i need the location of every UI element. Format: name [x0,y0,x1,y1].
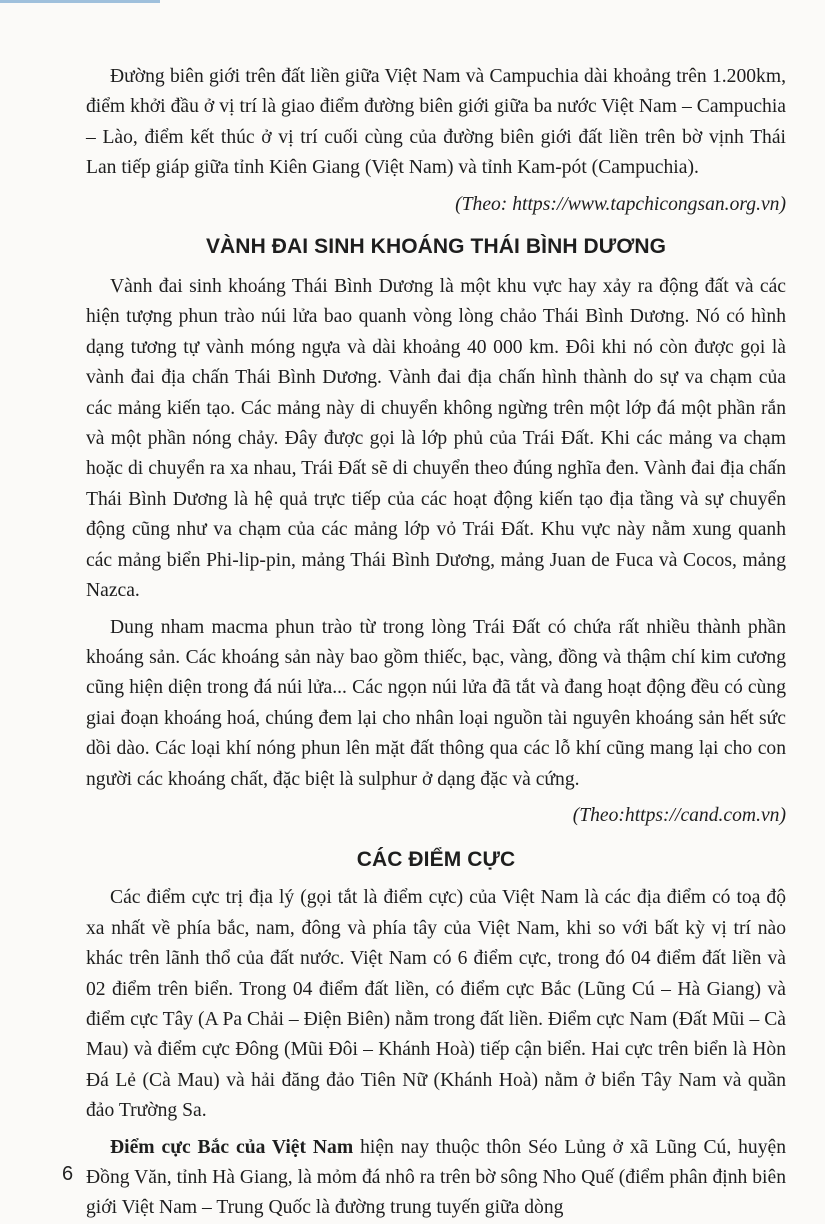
page-content [86,62,786,1224]
section-heading-extreme-points: CÁC ĐIỂM CỰC [356,848,516,872]
northernmost-point-text: hiện nay thuộc thôn Séo Lủng ở xã Lũng Cú, huyện Đồng Văn, tỉnh Hà Giang, là mỏm đá nhô ra trên bờ sông Nho Quế (điểm phân định biên giới Việt Nam – Trung Quốc là đường trung tuyến giữa dòng [86,1136,786,1219]
extreme-points-paragraph-2 [86,1133,786,1224]
extreme-points-paragraph-1: Các điểm cực trị địa lý (gọi tắt là điểm cực) của Việt Nam là các địa điểm có toạ độ xa nhất về phía bắc, nam, đông và phía tây của Việt Nam, khi so với bất kỳ vị trí nào khác trên lãnh thổ của đất nước. Việt Nam có 6 điểm cực, trong đó 04 điểm đất liền và 02 điểm trên biển. Trong 04 điểm đất liền, có điểm cực Bắc (Lũng Cú – Hà Giang) và điểm cực Tây (A Pa Chải – Điện Biên) nằm trong đất liền. Điểm cực Nam (Đất Mũi – Cà Mau) và điểm cực Đông (Mũi Đôi – Khánh Hoà) tiếp cận biển. Hai cực trên biển là Hòn Đá Lẻ (Cà Mau) và hải đăng đảo Tiên Nữ (Khánh Hoà) nằm ở biển Tây Nam và quần đảo Trường Sa. [86,887,786,1122]
ring-of-fire-paragraph-1: Vành đai sinh khoáng Thái Bình Dương là một khu vực hay xảy ra động đất và các hiện tượng phun trào núi lửa bao quanh vòng lòng chảo Thái Bình Dương. Nó có hình dạng tương tự vành móng ngựa và dài khoảng 40 000 km. Đôi khi nó còn được gọi là vành đai địa chấn Thái Bình Dương. Vành đai địa chấn hình thành do sự va chạm của các mảng kiến tạo. Các mảng này di chuyển không ngừng trên một lớp đá một phần rắn và một phần nóng chảy. Đây được gọi là lớp phủ của Trái Đất. Khi các mảng va chạm hoặc di chuyển ra xa nhau, Trái Đất sẽ di chuyển theo đúng nghĩa đen. Vành đai địa chấn Thái Bình Dương là hệ quả trực tiếp của các hoạt động kiến tạo địa tầng và sự chuyển động cũng như va chạm của các mảng lớp vỏ Trái Đất. Khu vực này nằm xung quanh các mảng biển Phi-lip-pin, mảng Thái Bình Dương, mảng Juan de Fuca và Cocos, mảng Nazca. [86,276,786,602]
ring-of-fire-paragraph-2: Dung nham macma phun trào từ trong lòng Trái Đất có chứa rất nhiều thành phần khoáng sản. Các khoáng sản này bao gồm thiếc, bạc, vàng, đồng và thậm chí kim cương cũng hiện diện trong đá núi lửa... Các ngọn núi lửa đã tắt và đang hoạt động đều có cùng giai đoạn khoáng hoá, chúng đem lại cho nhân loại nguồn tài nguyên khoáng sản hết sức dồi dào. Các loại khí nóng phun lên mặt đất thông qua các lỗ khí cũng mang lại cho con người các khoáng chất, đặc biệt là sulphur ở dạng đặc và cứng. [86,616,786,790]
intro-paragraph: Đường biên giới trên đất liền giữa Việt Nam và Campuchia dài khoảng trên 1.200km, điểm khởi đầu ở vị trí là giao điểm đường biên giới giữa ba nước Việt Nam – Campuchia – Lào, điểm kết thúc ở vị trí cuối cùng của đường biên giới đất liền trên bờ vịnh Thái Lan tiếp giáp giữa tỉnh Kiên Giang (Việt Nam) và tỉnh Kam-pót (Campuchia). [86,66,786,179]
page-edge-mark [0,0,160,3]
section-heading-ring-of-fire: VÀNH ĐAI SINH KHOÁNG THÁI BÌNH DƯƠNG [205,235,667,259]
intro-source: (Theo: https://www.tapchicongsan.org.vn) [455,193,786,215]
page-number: 6 [62,1163,74,1185]
ring-of-fire-source: (Theo:https://cand.com.vn) [572,804,786,826]
northernmost-point-term: Điểm cực Bắc của Việt Nam [110,1136,354,1158]
